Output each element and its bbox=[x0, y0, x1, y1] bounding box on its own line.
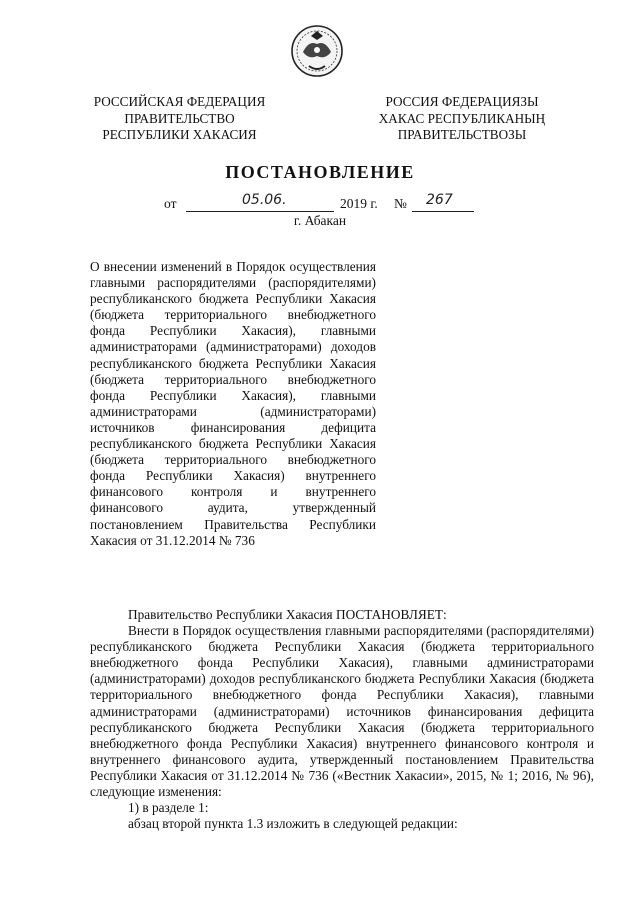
date-underline bbox=[186, 211, 334, 212]
document-subject: О внесении изменений в Порядок осуществления главными распорядителями (распорядителями) республиканского бюджета Республики Хакасия (бюджета территориального внебюджетного фонда Республики Хакасия), главными администраторами (администраторами) доходов республиканского бюджета Республики Хакасия (бюджета территориального внебюджетного фонда Республики Хакасия), главными администраторами (администраторами) источников финансирования дефицита республиканского бюджета Республики Хакасия (бюджета территориального внебюджетного фонда Республики Хакасия) внутреннего финансового контроля и внутреннего финансового аудита, утвержденный постановлением Правительства Республики Хакасия от 31.12.2014 № 736 bbox=[90, 259, 376, 548]
main-paragraph: Внести в Порядок осуществления главными распорядителями (распорядителями) республиканского бюджета Республики Хакасия (бюджета территориального внебюджетного фонда Республики Хакасия), главными администраторами (администраторами) доходов республиканского бюджета Республики Хакасия (бюджета территориального внебюджетного фонда Республики Хакасия), главными администраторами (администраторами) источников финансирования дефицита республиканского бюджета Республики Хакасия (бюджета территориального внебюджетного фонда Республики Хакасия) внутреннего финансового контроля и внутреннего финансового аудита, утвержденный постановлением Правительства Республики Хакасия от 31.12.2014 № 736 («Вестник Хакасии», 2015, № 1; 2016, № 96), следующие изменения: bbox=[90, 623, 594, 800]
header-left-line: РЕСПУБЛИКИ ХАКАСИЯ bbox=[102, 127, 257, 142]
coat-of-arms-emblem bbox=[289, 22, 345, 78]
number-label: № bbox=[394, 196, 407, 211]
date-handwritten: 05.06. bbox=[242, 192, 287, 208]
header-right-line: РОССИЯ ФЕДЕРАЦИЯЗЫ bbox=[385, 94, 539, 109]
header-right-line: ХАКАС РЕСПУБЛИКАНЫҢ bbox=[378, 110, 546, 126]
number-handwritten: 267 bbox=[426, 192, 453, 208]
header-right-line: ПРАВИТЕЛЬСТВОЗЫ bbox=[397, 127, 527, 142]
item-1-sub: абзац второй пункта 1.3 изложить в следующей редакции: bbox=[128, 816, 458, 832]
document-title: ПОСТАНОВЛЕНИЕ bbox=[225, 162, 415, 182]
city-label: г. Абакан bbox=[293, 213, 347, 228]
header-left-line: РОССИЙСКАЯ ФЕДЕРАЦИЯ bbox=[93, 94, 266, 109]
preamble-paragraph: Правительство Республики Хакасия ПОСТАНОВЛЯЕТ: bbox=[128, 607, 447, 622]
date-from-label: от bbox=[164, 196, 177, 211]
header-right bbox=[372, 94, 552, 144]
header-left-line: ПРАВИТЕЛЬСТВО bbox=[124, 110, 235, 126]
header-left bbox=[82, 94, 277, 144]
document-body bbox=[90, 607, 594, 832]
year-label: 2019 г. bbox=[340, 196, 378, 211]
number-underline bbox=[412, 211, 474, 212]
item-1: 1) в разделе 1: bbox=[128, 800, 209, 816]
